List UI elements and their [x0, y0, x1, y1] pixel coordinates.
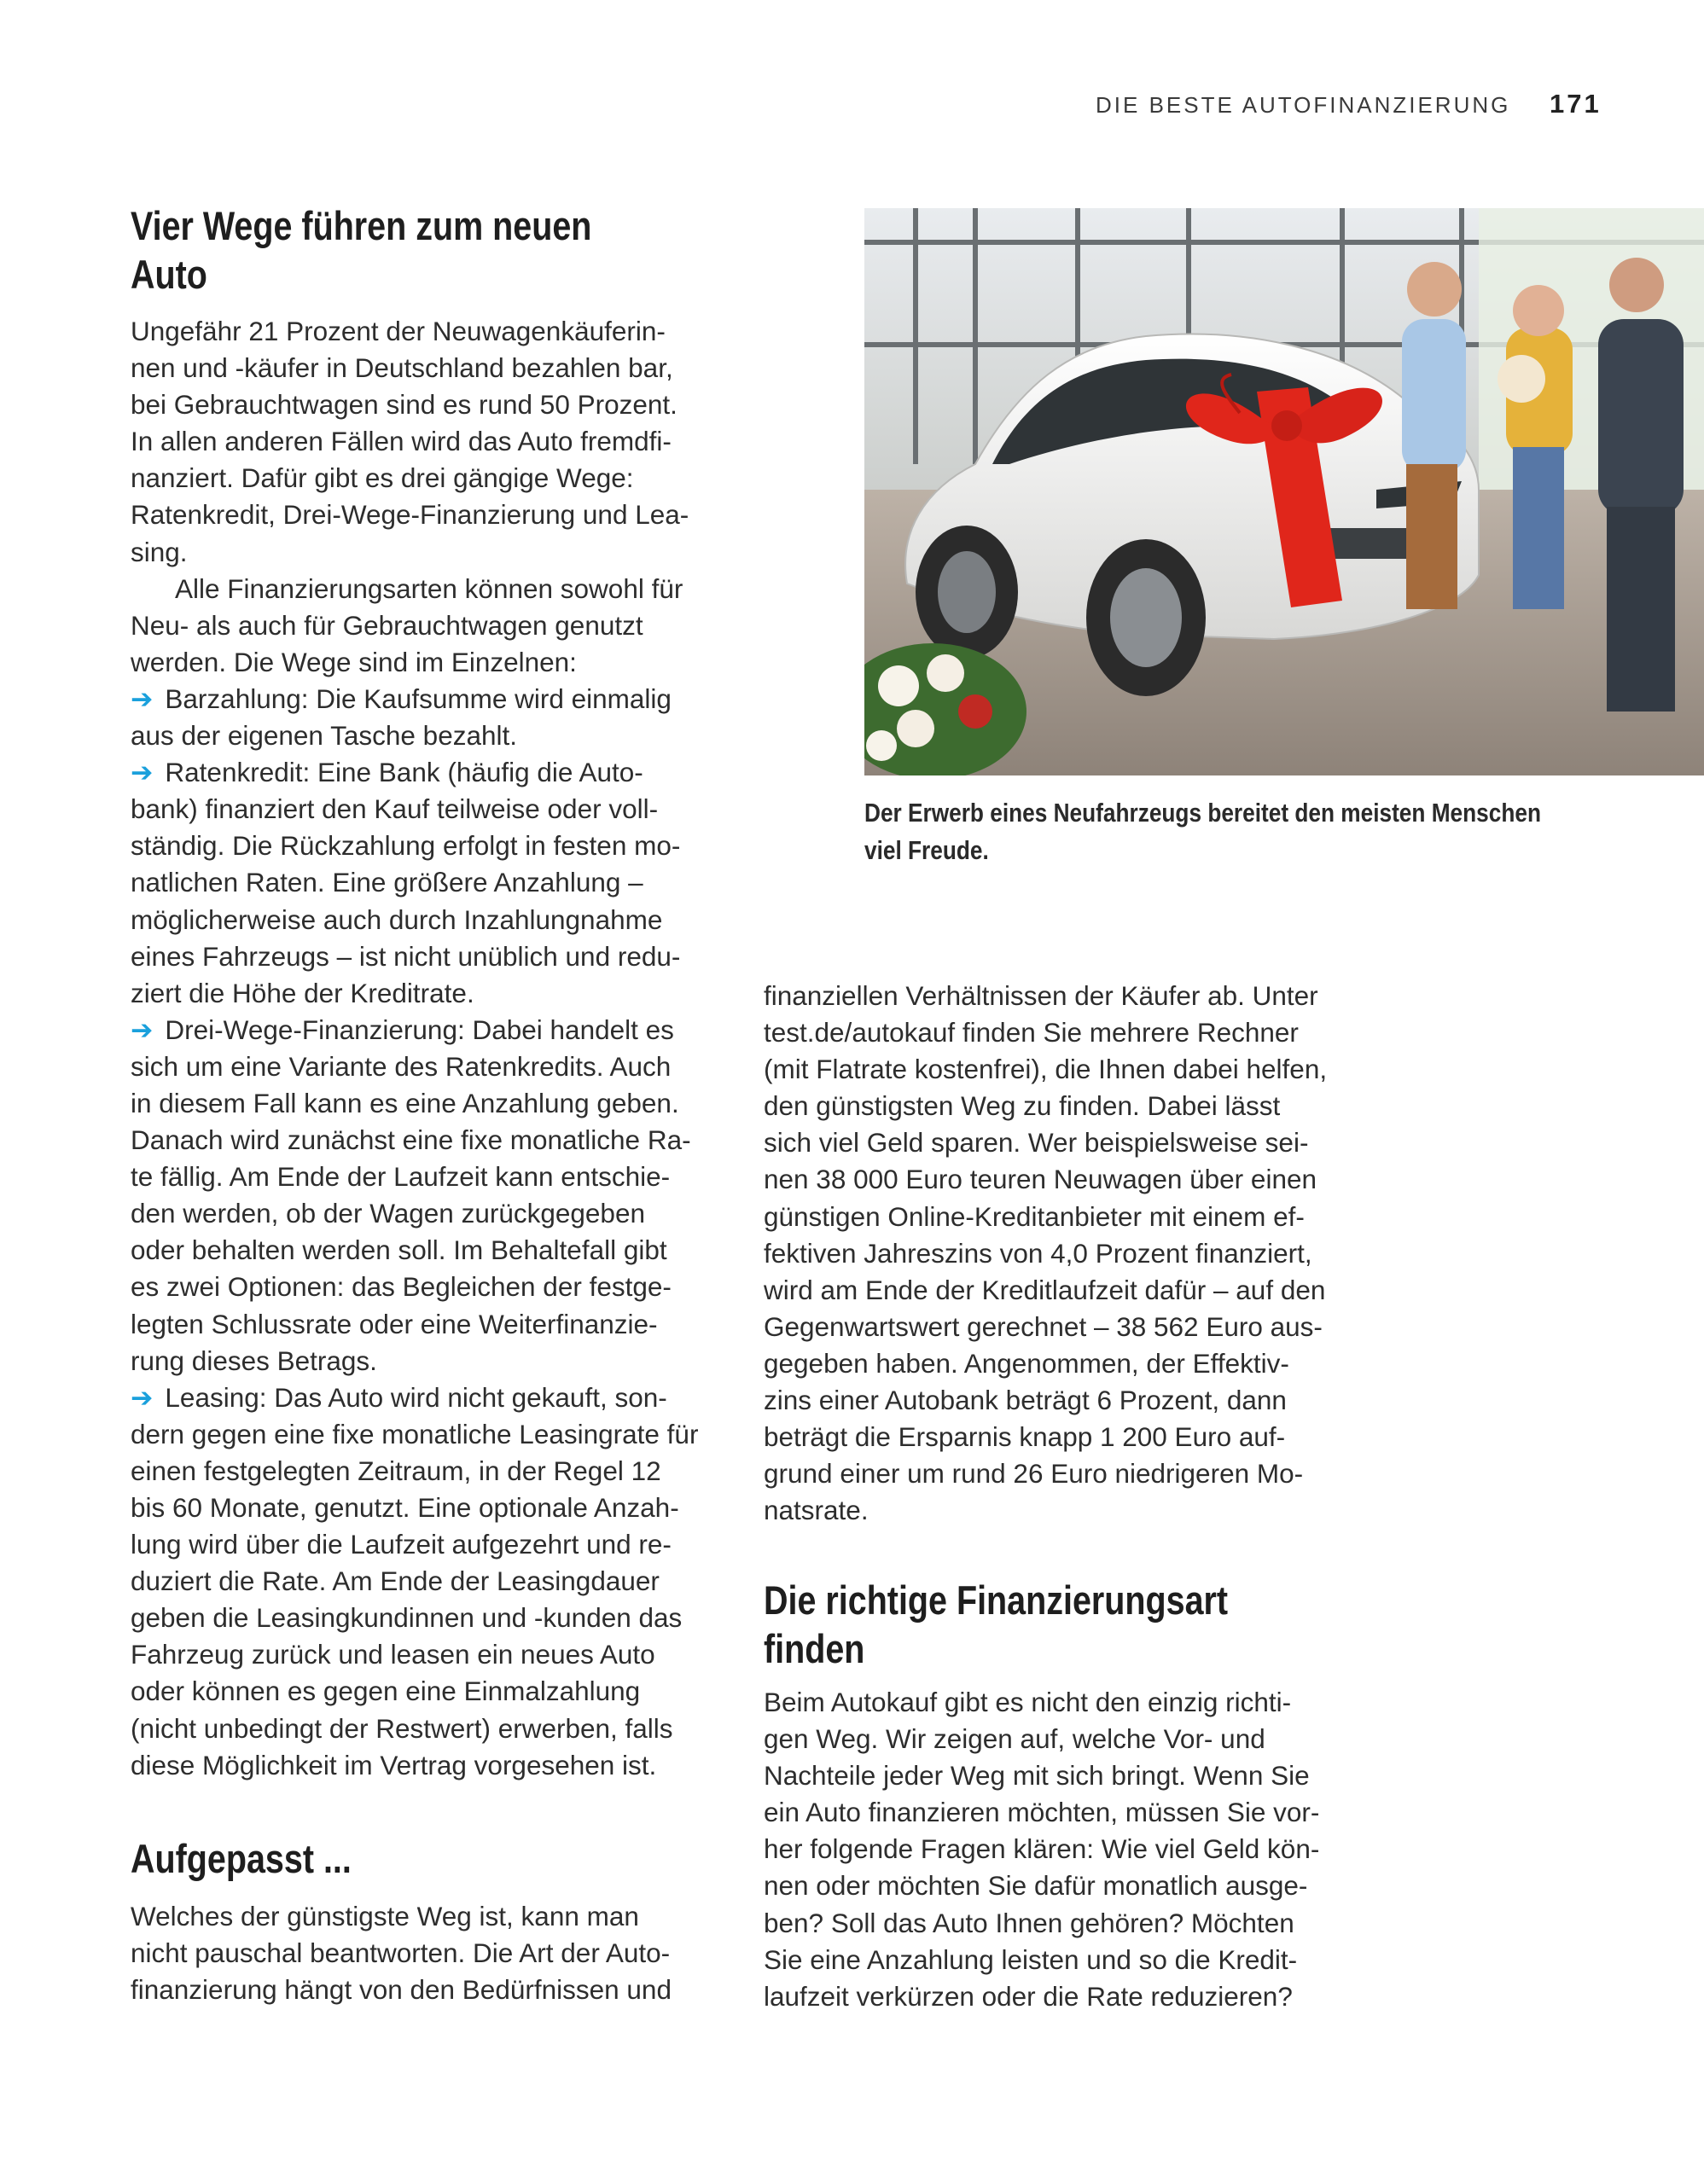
text-line: ziert die Höhe der Kreditrate.: [131, 977, 474, 1008]
text-line: geben die Leasingkundinnen und -kunden das: [131, 1602, 683, 1634]
text-line: rung dieses Betrags.: [131, 1345, 377, 1376]
text-line: fektiven Jahreszins von 4,0 Prozent finanziert,: [764, 1237, 1312, 1269]
text-line: nanziert. Dafür gibt es drei gängige Wege:: [131, 462, 634, 494]
text-line: laufzeit verkürzen oder die Rate reduzieren?: [764, 1980, 1293, 2012]
text-line: te fällig. Am Ende der Laufzeit kann entschie-: [131, 1161, 671, 1193]
text-line: nen 38 000 Euro teuren Neuwagen über einen: [764, 1164, 1317, 1195]
bullet-text: Ratenkredit: Eine Bank (häufig die Auto-: [165, 757, 643, 788]
text-line: Nachteile jeder Weg mit sich bringt. Wenn Sie: [764, 1760, 1310, 1792]
heading-line: Die richtige Finanzierungsart: [764, 1577, 1229, 1623]
text-line: Welches der günstigste Weg ist, kann man: [131, 1901, 639, 1931]
text-line: gegeben haben. Angenommen, der Effektiv-: [764, 1347, 1289, 1379]
arrow-right-icon: ➔: [131, 757, 154, 788]
text-line: beträgt die Ersparnis knapp 1 200 Euro auf-: [764, 1421, 1286, 1453]
arrow-right-icon: ➔: [131, 682, 154, 714]
heading-line: finden: [764, 1626, 865, 1671]
richtige-finanzierungsart-text: [764, 1684, 1361, 2015]
text-line: günstigen Online-Kreditanbieter mit einem ef-: [764, 1200, 1305, 1232]
figure-caption: [864, 794, 1541, 869]
text-line: Beim Autokauf gibt es nicht den einzig richti-: [764, 1687, 1292, 1717]
text-line: Ratenkredit, Drei-Wege-Finanzierung und Lea-: [131, 499, 689, 531]
bullet-item-ratenkredit: [131, 754, 728, 791]
bullet-item-leasing: [131, 1380, 728, 1416]
text-line: nen und -käufer in Deutschland bezahlen bar,: [131, 352, 673, 384]
text-line: ständig. Die Rückzahlung erfolgt in festen mo-: [131, 830, 681, 862]
section-heading-richtige-finanzierungsart: [764, 1576, 1228, 1673]
text-line: natsrate.: [764, 1495, 869, 1526]
heading-line: Auto: [131, 252, 207, 297]
bullet-item-drei-wege: [131, 1012, 728, 1048]
text-line: in diesem Fall kann es eine Anzahlung geben.: [131, 1087, 679, 1118]
text-line: werden. Die Wege sind im Einzelnen:: [131, 646, 577, 677]
text-line: dern gegen eine fixe monatliche Leasingrate für: [131, 1418, 699, 1449]
text-line: möglicherweise auch durch Inzahlungnahme: [131, 903, 663, 935]
page-number: 171: [1550, 89, 1602, 119]
text-line: es zwei Optionen: das Begleichen der festge-: [131, 1271, 672, 1303]
text-line: zins einer Autobank beträgt 6 Prozent, dann: [764, 1385, 1287, 1416]
bullet-item-barzahlung: [131, 681, 728, 717]
text-line: nen oder möchten Sie dafür monatlich ausge-: [764, 1870, 1308, 1902]
text-line: bis 60 Monate, genutzt. Eine optionale Anzah-: [131, 1492, 679, 1523]
text-line: oder können es gegen eine Einmalzahlung: [131, 1676, 641, 1707]
left-column-text: [131, 313, 728, 1784]
text-line: ben? Soll das Auto Ihnen gehören? Möchten: [764, 1907, 1294, 1938]
text-line: finanzierung hängt von den Bedürfnissen und: [131, 1974, 672, 2006]
text-line: bank) finanziert den Kauf teilweise oder voll-: [131, 793, 659, 825]
arrow-right-icon: ➔: [131, 1014, 154, 1045]
text-line: Sie eine Anzahlung leisten und so die Kredit-: [764, 1943, 1298, 1975]
running-head: DIE BESTE AUTOFINANZIERUNG: [1096, 92, 1511, 118]
text-line: nicht pauschal beantworten. Die Art der Auto-: [131, 1937, 671, 1969]
bullet-text: Drei-Wege-Finanzierung: Dabei handelt es: [165, 1014, 674, 1045]
text-line: Ungefähr 21 Prozent der Neuwagenkäuferin-: [131, 316, 666, 346]
text-line: Gegenwartswert gerechnet – 38 562 Euro aus-: [764, 1310, 1323, 1342]
text-line: finanziellen Verhältnissen der Käufer ab. Unter: [764, 980, 1318, 1011]
caption-line: Der Erwerb eines Neufahrzeugs bereitet den meisten Menschen: [864, 799, 1541, 828]
right-column-text: [764, 978, 1361, 1529]
text-line: den günstigsten Weg zu finden. Dabei lässt: [764, 1090, 1281, 1122]
text-line: test.de/autokauf finden Sie mehrere Rechner: [764, 1017, 1299, 1048]
caption-line: viel Freude.: [864, 836, 989, 865]
text-line: duziert die Rate. Am Ende der Leasingdauer: [131, 1565, 660, 1597]
text-line: diese Möglichkeit im Vertrag vorgesehen ist.: [131, 1749, 657, 1780]
text-line: ein Auto finanzieren möchten, müssen Sie vor-: [764, 1797, 1320, 1828]
text-line: natlichen Raten. Eine größere Anzahlung –: [131, 867, 643, 898]
bullet-text: Barzahlung: Die Kaufsumme wird einmalig: [165, 682, 672, 714]
section-heading-aufgepasst: Aufgepasst ...: [131, 1836, 352, 1881]
text-line: oder behalten werden soll. Im Behaltefall gibt: [131, 1234, 667, 1266]
bullet-text: Leasing: Das Auto wird nicht gekauft, son-: [165, 1381, 667, 1413]
text-line: eines Fahrzeugs – ist nicht unüblich und redu-: [131, 940, 681, 972]
text-line: (nicht unbedingt der Restwert) erwerben, falls: [131, 1712, 673, 1744]
text-line: den werden, ob der Wagen zurückgegeben: [131, 1198, 645, 1229]
car-showroom-photo: [864, 208, 1704, 775]
text-line: lung wird über die Laufzeit aufgezehrt und re-: [131, 1529, 672, 1560]
text-line: wird am Ende der Kreditlaufzeit dafür – auf den: [764, 1274, 1326, 1305]
text-line: sich viel Geld sparen. Wer beispielsweise sei-: [764, 1127, 1309, 1159]
aufgepasst-text: [131, 1898, 728, 2008]
text-line: sing.: [131, 536, 188, 567]
text-line: Fahrzeug zurück und leasen ein neues Auto: [131, 1639, 655, 1670]
text-line: sich um eine Variante des Ratenkredits. Auch: [131, 1050, 672, 1082]
text-line: gen Weg. Wir zeigen auf, welche Vor- und: [764, 1723, 1265, 1755]
section-heading-vier-wege: [131, 201, 591, 299]
text-line: einen festgelegten Zeitraum, in der Regel 12: [131, 1455, 661, 1486]
text-line: In allen anderen Fällen wird das Auto fremdfi-: [131, 426, 672, 457]
arrow-right-icon: ➔: [131, 1381, 154, 1413]
text-line: her folgende Fragen klären: Wie viel Geld kön-: [764, 1833, 1320, 1865]
text-line: legten Schlussrate oder eine Weiterfinanzie-: [131, 1308, 658, 1339]
text-line: Danach wird zunächst eine fixe monatliche Ra-: [131, 1124, 691, 1156]
text-line: Alle Finanzierungsarten können sowohl für: [175, 572, 683, 604]
text-line: grund einer um rund 26 Euro niedrigeren Mo-: [764, 1458, 1304, 1490]
text-line: aus der eigenen Tasche bezahlt.: [131, 720, 517, 752]
text-line: Neu- als auch für Gebrauchtwagen genutzt: [131, 609, 643, 641]
text-line: (mit Flatrate kostenfrei), die Ihnen dabei helfen,: [764, 1054, 1328, 1085]
heading-line: Vier Wege führen zum neuen: [131, 203, 592, 248]
text-line: bei Gebrauchtwagen sind es rund 50 Prozent.: [131, 389, 678, 421]
